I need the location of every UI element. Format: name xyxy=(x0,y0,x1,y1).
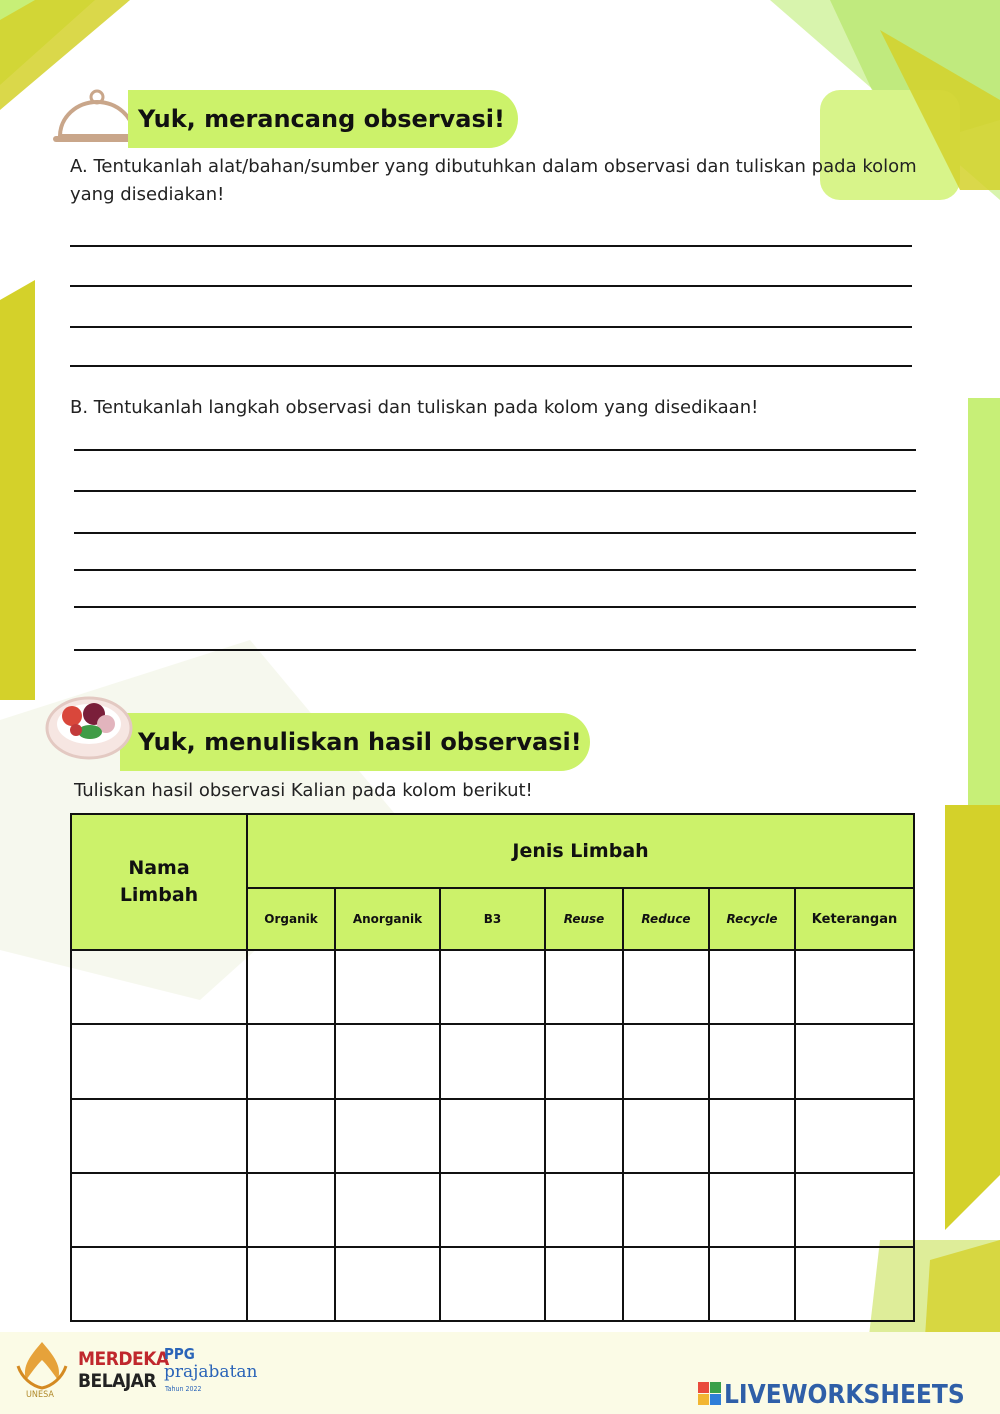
table-row xyxy=(71,950,914,1024)
fruit-bowl-icon xyxy=(44,694,134,766)
instruction-table: Tuliskan hasil observasi Kalian pada kolom berikut! xyxy=(74,780,533,801)
table-cell[interactable] xyxy=(709,1099,795,1173)
answer-line-b5[interactable] xyxy=(74,606,916,608)
answer-line-a3[interactable] xyxy=(70,326,912,328)
table-cell[interactable] xyxy=(247,1247,335,1321)
table-cell[interactable] xyxy=(709,1173,795,1247)
table-cell[interactable] xyxy=(440,1173,545,1247)
table-row xyxy=(71,1173,914,1247)
table-cell[interactable] xyxy=(545,1024,623,1098)
table-cell[interactable] xyxy=(623,1173,709,1247)
header-recycle: Recycle xyxy=(709,888,795,950)
table-row xyxy=(71,1099,914,1173)
table-row xyxy=(71,1247,914,1321)
table-cell[interactable] xyxy=(247,1173,335,1247)
table-cell[interactable] xyxy=(545,1247,623,1321)
table-cell[interactable] xyxy=(71,1173,247,1247)
prajabatan-label: prajabatan xyxy=(164,1362,258,1382)
instruction-b: B. Tentukanlah langkah observasi dan tuliskan pada kolom yang disedikaan! xyxy=(70,397,759,418)
merdeka-belajar-line2: BELAJAR xyxy=(78,1370,157,1392)
ppg-label: PPG xyxy=(164,1345,195,1363)
merdeka-belajar-line1: MERDEKA xyxy=(78,1348,169,1370)
instruction-a: A. Tentukanlah alat/bahan/sumber yang dibutuhkan dalam observasi dan tuliskan pada kolom yang disediakan! xyxy=(70,156,917,205)
table-cell[interactable] xyxy=(440,1024,545,1098)
table-cell[interactable] xyxy=(545,950,623,1024)
header-reduce: Reduce xyxy=(623,888,709,950)
answer-line-b2[interactable] xyxy=(74,490,916,492)
table-cell[interactable] xyxy=(335,1099,440,1173)
table-cell[interactable] xyxy=(247,1099,335,1173)
header-reuse: Reuse xyxy=(545,888,623,950)
table-cell[interactable] xyxy=(623,1247,709,1321)
table-cell[interactable] xyxy=(795,1247,914,1321)
table-cell[interactable] xyxy=(623,950,709,1024)
table-cell[interactable] xyxy=(709,1024,795,1098)
table-cell[interactable] xyxy=(335,1247,440,1321)
table-cell[interactable] xyxy=(247,1024,335,1098)
table-cell[interactable] xyxy=(71,1247,247,1321)
table-cell[interactable] xyxy=(335,1024,440,1098)
answer-line-a4[interactable] xyxy=(70,365,912,367)
answer-line-b3[interactable] xyxy=(74,532,916,534)
answer-line-b4[interactable] xyxy=(74,569,916,571)
unesa-label: UNESA xyxy=(26,1390,54,1400)
header-keterangan: Keterangan xyxy=(795,888,914,950)
liveworksheets-logo-icon xyxy=(698,1382,722,1406)
table-cell[interactable] xyxy=(795,1099,914,1173)
section1-title: Yuk, merancang observasi! xyxy=(128,90,518,148)
table-cell[interactable] xyxy=(545,1173,623,1247)
table-cell[interactable] xyxy=(440,950,545,1024)
unesa-logo-icon xyxy=(12,1336,72,1398)
table-cell[interactable] xyxy=(71,1099,247,1173)
answer-line-a1[interactable] xyxy=(70,245,912,247)
table-cell[interactable] xyxy=(440,1247,545,1321)
observation-table xyxy=(70,813,915,1322)
header-nama-limbah: Nama Limbah xyxy=(71,814,247,950)
answer-line-b6[interactable] xyxy=(74,649,916,651)
table-cell[interactable] xyxy=(623,1099,709,1173)
table-cell[interactable] xyxy=(709,1247,795,1321)
header-anorganik: Anorganik xyxy=(335,888,440,950)
table-row xyxy=(71,1024,914,1098)
table-cell[interactable] xyxy=(795,1024,914,1098)
section2-title: Yuk, menuliskan hasil observasi! xyxy=(120,713,590,771)
table-cell[interactable] xyxy=(440,1099,545,1173)
header-jenis-limbah: Jenis Limbah xyxy=(247,814,914,888)
header-b3: B3 xyxy=(440,888,545,950)
table-cell[interactable] xyxy=(709,950,795,1024)
table-cell[interactable] xyxy=(795,950,914,1024)
table-cell[interactable] xyxy=(71,950,247,1024)
answer-line-b1[interactable] xyxy=(74,449,916,451)
tahun-label: Tahun 2022 xyxy=(165,1385,202,1393)
table-cell[interactable] xyxy=(247,950,335,1024)
table-cell[interactable] xyxy=(795,1173,914,1247)
table-cell[interactable] xyxy=(335,1173,440,1247)
answer-line-a2[interactable] xyxy=(70,285,912,287)
liveworksheets-brand[interactable]: LIVEWORKSHEETS xyxy=(724,1380,965,1410)
header-organik: Organik xyxy=(247,888,335,950)
table-cell[interactable] xyxy=(335,950,440,1024)
table-cell[interactable] xyxy=(71,1024,247,1098)
table-cell[interactable] xyxy=(623,1024,709,1098)
table-cell[interactable] xyxy=(545,1099,623,1173)
